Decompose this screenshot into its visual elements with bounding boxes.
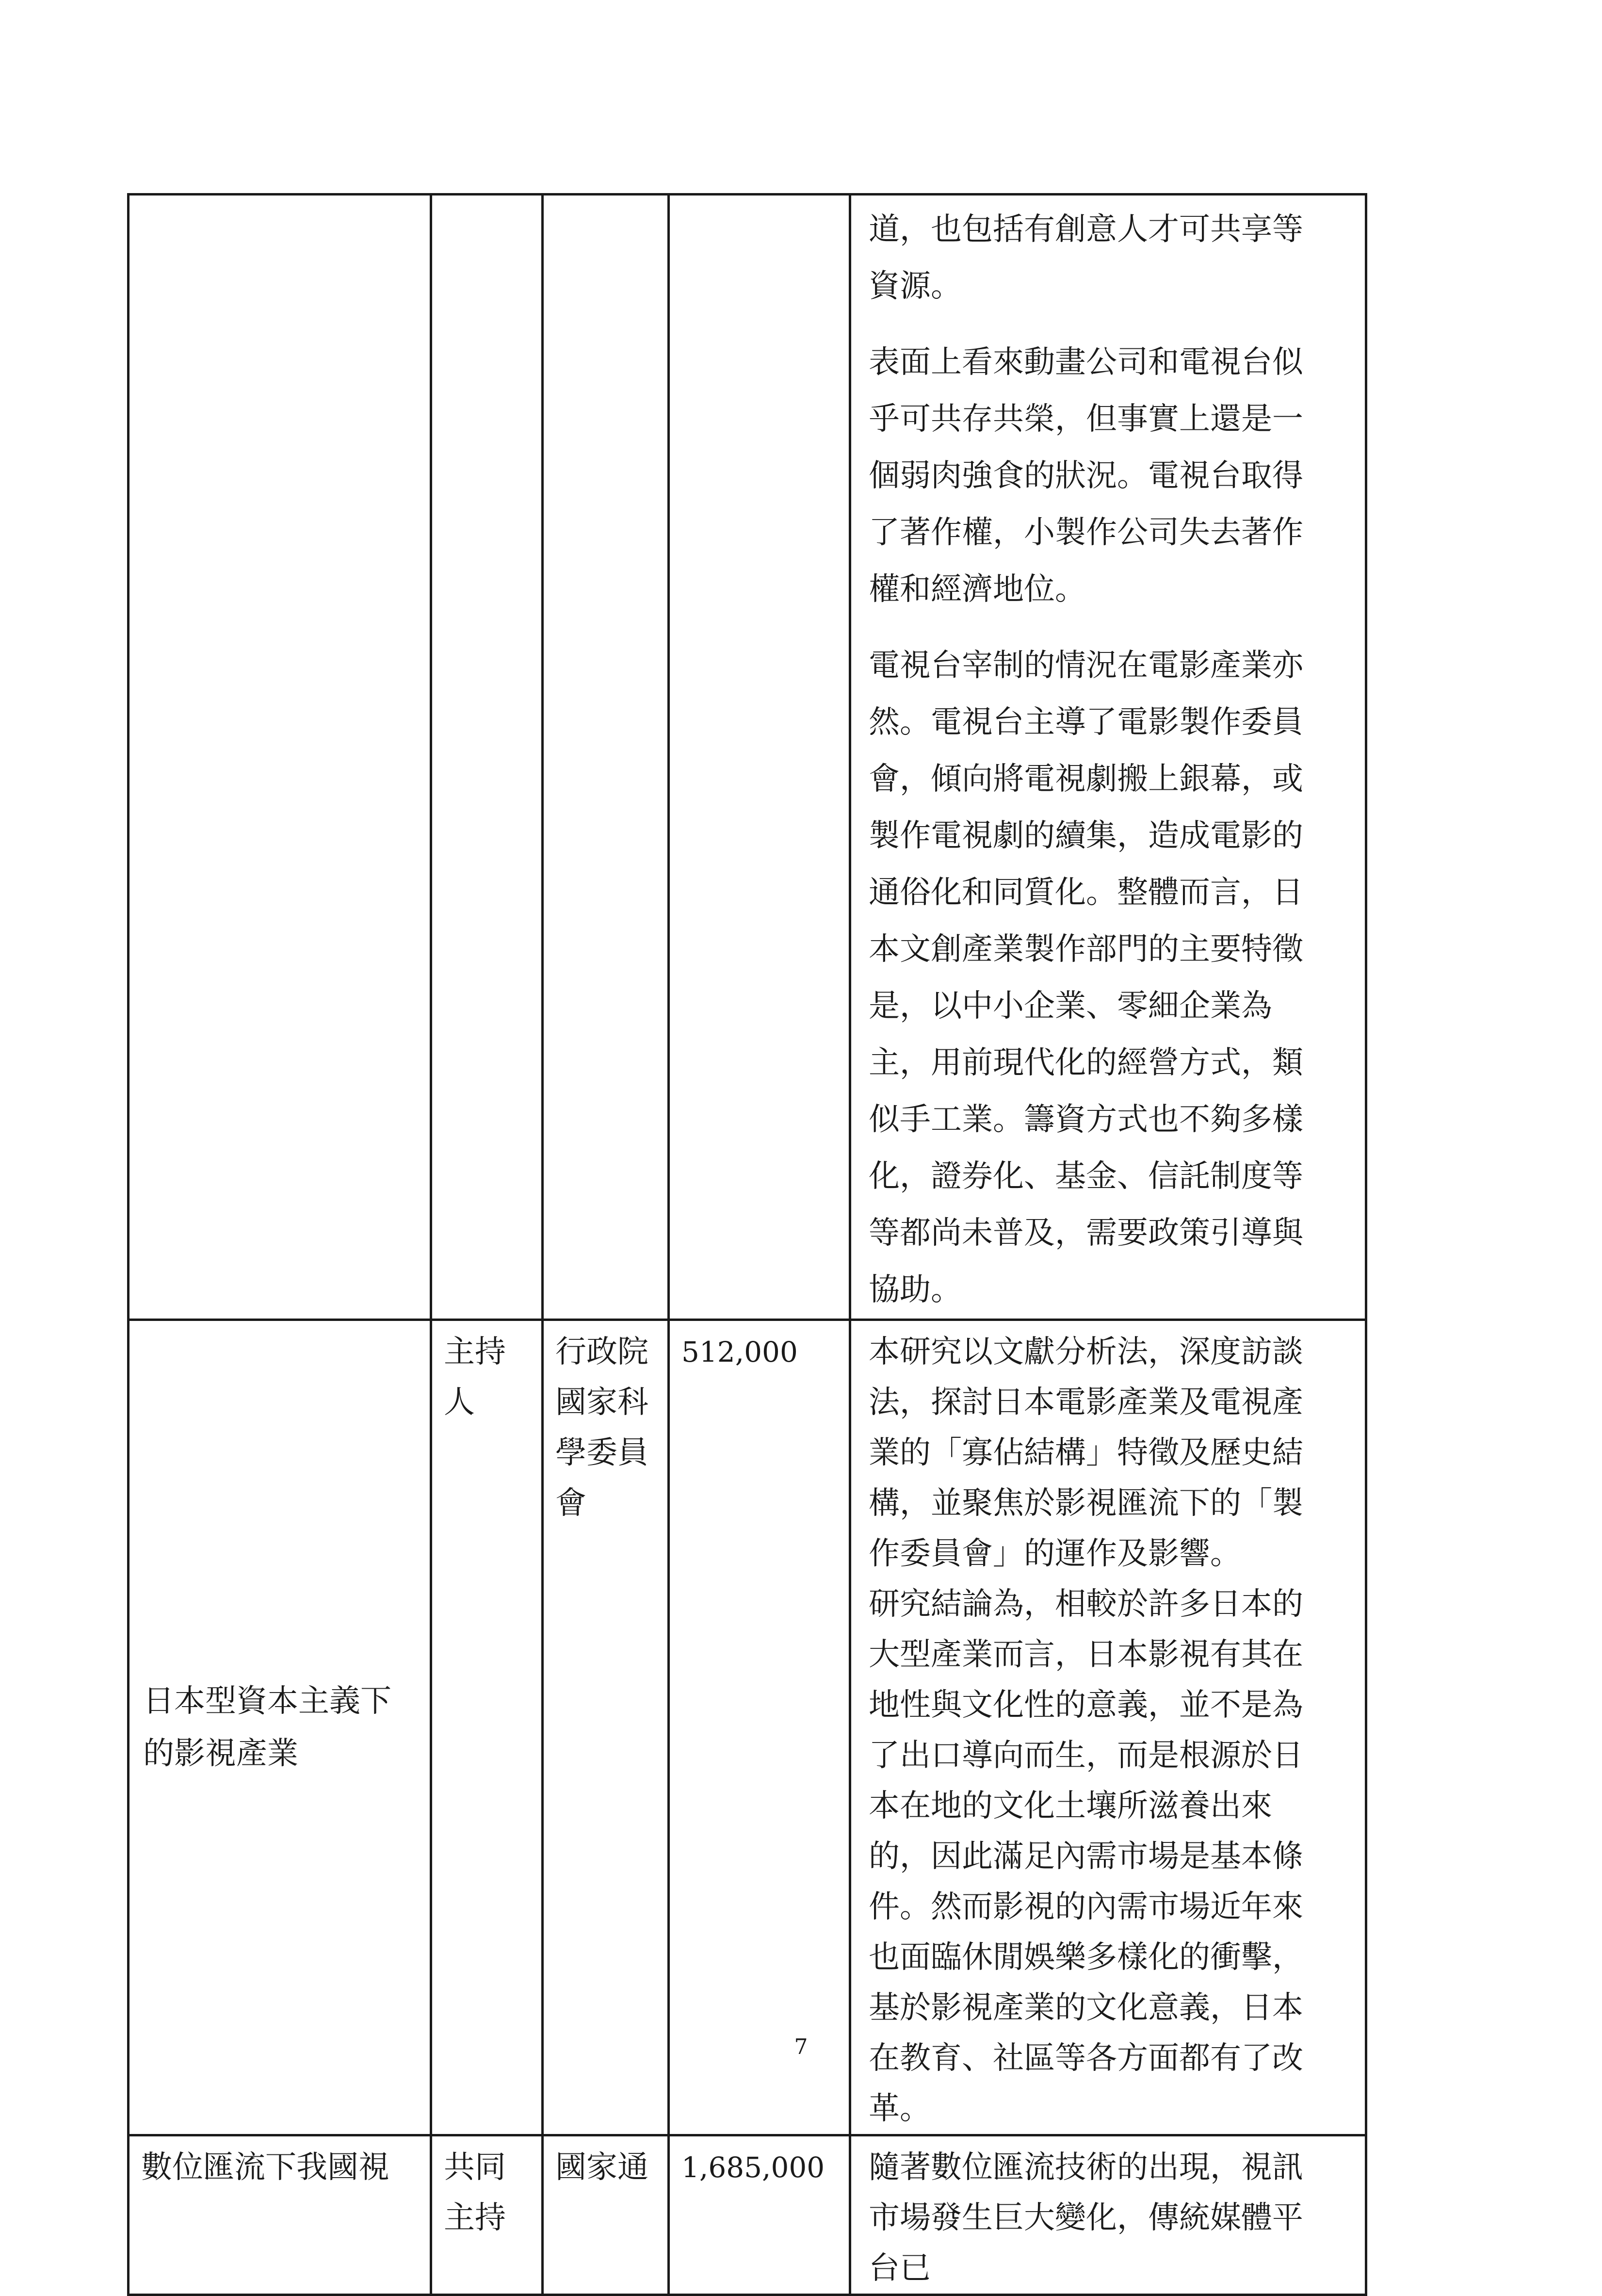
description-paragraph: 道，也包括有創意人才可共享等資源。 — [869, 212, 1303, 304]
agency: 行政院國家科學委員會 — [555, 1334, 648, 1521]
agency — [544, 195, 667, 201]
role-cell — [431, 195, 543, 1320]
amount — [670, 195, 849, 201]
role: 主持人 — [444, 1334, 506, 1420]
project-title — [129, 195, 430, 201]
project-table — [127, 193, 1367, 2296]
description-paragraph: 本研究以文獻分析法，深度訪談法，探討日本電影產業及電視產業的「寡佔結構」特徵及歷史結構，並聚焦於影視匯流下的「製作委員會」的運作及影響。 — [869, 1334, 1303, 1572]
amount-cell — [669, 1320, 850, 2135]
agency-cell — [543, 195, 669, 1320]
amount-cell — [669, 2135, 850, 2295]
project-title-cell — [129, 1320, 431, 2135]
table-row — [129, 1320, 1366, 2135]
amount: 1,685,000 — [681, 2151, 825, 2184]
agency-cell — [543, 1320, 669, 2135]
role: 共同主持 — [444, 2149, 506, 2236]
description-paragraph: 隨著數位匯流技術的出現，視訊市場發生巨大變化，傳統媒體平台已 — [869, 2149, 1303, 2286]
description-cell — [850, 1320, 1366, 2135]
amount: 512,000 — [681, 1335, 798, 1368]
description-paragraph: 表面上看來動畫公司和電視台似乎可共存共榮，但事實上還是一個弱肉強食的狀況。電視台取得了著作權，小製作公司失去著作權和經濟地位。 — [869, 344, 1303, 607]
description-paragraph: 研究結論為，相較於許多日本的大型產業而言，日本影視有其在地性與文化性的意義，並不是為了出口導向而生，而是根源於日本在地的文化土壤所滋養出來的，因此滿足內需市場是基本條件。然而影視的內需市場近年來也面臨休閒娛樂多樣化的衝擊，基於影視產業的文化意義，日本在教育、社區等各方面都有了改革。 — [869, 1586, 1303, 2127]
amount-cell — [669, 195, 850, 1320]
table-row — [129, 195, 1366, 1320]
project-title-cell — [129, 195, 431, 1320]
project-title: 數位匯流下我國視 — [141, 2149, 389, 2185]
project-title-cell — [129, 2135, 431, 2295]
project-title: 日本型資本主義下的影視產業 — [143, 1683, 391, 1772]
agency-cell — [543, 2135, 669, 2295]
role-cell — [431, 2135, 543, 2295]
page-number: 7 — [794, 2035, 808, 2059]
description-cell — [850, 195, 1366, 1320]
description-cell — [850, 2135, 1366, 2295]
agency: 國家通 — [555, 2149, 648, 2185]
role — [432, 195, 541, 201]
role-cell — [431, 1320, 543, 2135]
description-paragraph: 電視台宰制的情況在電影產業亦然。電視台主導了電影製作委員會，傾向將電視劇搬上銀幕，或製作電視劇的續集，造成電影的通俗化和同質化。整體而言，日本文創產業製作部門的主要特徵是，以中小企業、零細企業為主，用前現代化的經營方式，類似手工業。籌資方式也不夠多樣化，證券化、基金、信託制度等等都尚未普及，需要政策引導與協助。 — [869, 648, 1303, 1308]
table-row — [129, 2135, 1366, 2295]
